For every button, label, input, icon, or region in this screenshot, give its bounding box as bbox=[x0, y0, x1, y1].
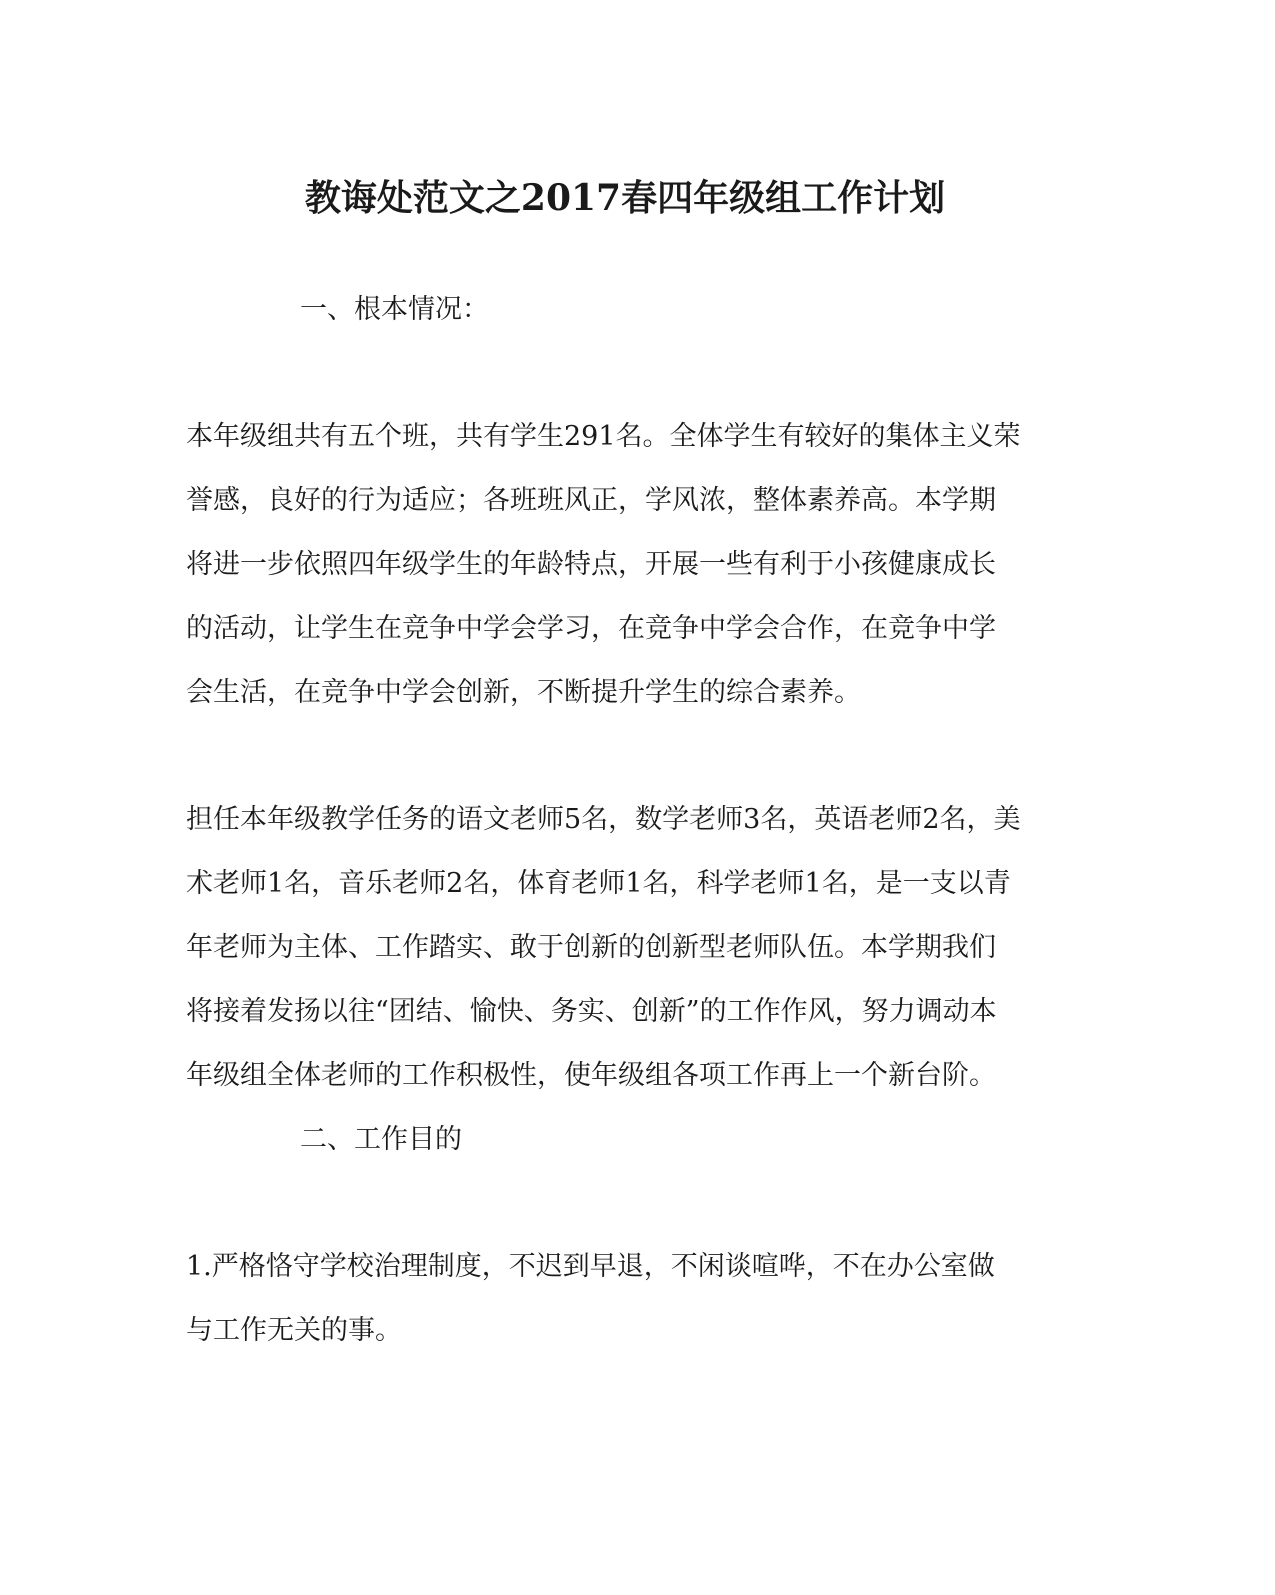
paragraph-line: 本年级组共有五个班，共有学生291名。全体学生有较好的集体主义荣 bbox=[186, 421, 1021, 452]
paragraph-line: 年级组全体老师的工作积极性，使年级组各项工作再上一个新台阶。 bbox=[186, 1060, 996, 1091]
paragraph-line: 担任本年级教学任务的语文老师5名，数学老师3名，英语老师2名，美 bbox=[186, 804, 1021, 835]
paragraph-line: 1.严格恪守学校治理制度，不迟到早退，不闲谈喧哗，不在办公室做 bbox=[186, 1251, 995, 1282]
section-heading-work-goals: 二、工作目的 bbox=[300, 1124, 462, 1155]
paragraph-line: 年老师为主体、工作踏实、敢于创新的创新型老师队伍。本学期我们 bbox=[186, 932, 996, 963]
paragraph-teachers bbox=[186, 788, 1066, 1108]
paragraph-line: 术老师1名，音乐老师2名，体育老师1名，科学老师1名，是一支以青 bbox=[186, 868, 1011, 899]
paragraph-line: 与工作无关的事。 bbox=[186, 1315, 402, 1346]
paragraph-goal-item-1 bbox=[186, 1235, 1066, 1363]
paragraph-line: 会生活，在竞争中学会创新，不断提升学生的综合素养。 bbox=[186, 677, 861, 708]
paragraph-line: 将接着发扬以往“团结、愉快、务实、创新”的工作作风，努力调动本 bbox=[186, 996, 997, 1027]
section-heading-basic-situation: 一、根本情况： bbox=[300, 294, 489, 325]
paragraph-line: 将进一步依照四年级学生的年龄特点，开展一些有利于小孩健康成长 bbox=[186, 549, 996, 580]
document-title: 教诲处范文之2017春四年级组工作计划 bbox=[304, 177, 946, 219]
paragraph-students bbox=[186, 405, 1066, 725]
paragraph-line: 的活动，让学生在竞争中学会学习，在竞争中学会合作，在竞争中学 bbox=[186, 613, 996, 644]
paragraph-line: 誉感，良好的行为适应；各班班风正，学风浓，整体素养高。本学期 bbox=[186, 485, 996, 516]
